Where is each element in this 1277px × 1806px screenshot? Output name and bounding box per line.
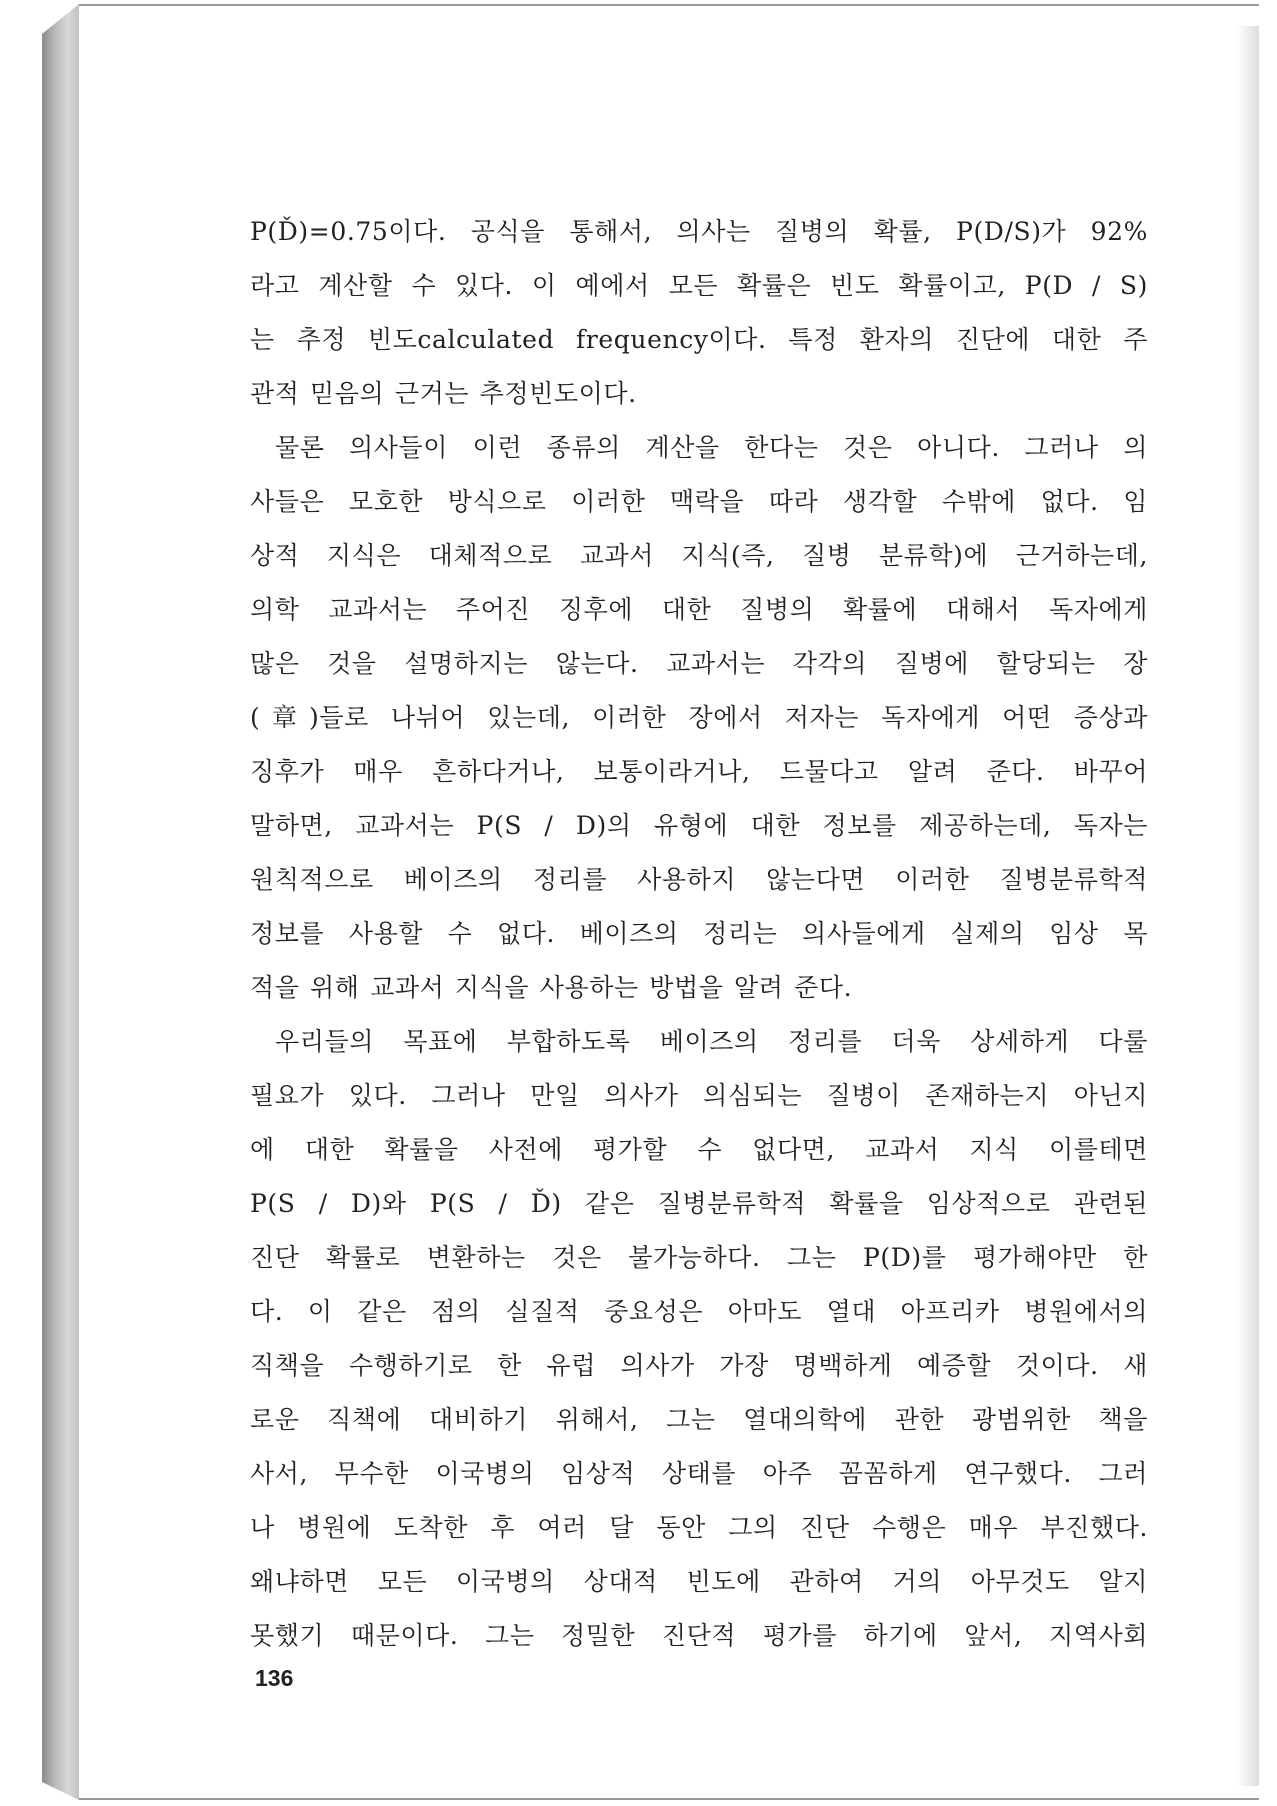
book-spine xyxy=(42,4,79,1800)
text-line: 라고 계산할 수 있다. 이 예에서 모든 확률은 빈도 확률이고, P(D / S) xyxy=(250,271,1148,300)
text-line: 못했기 때문이다. 그는 정밀한 진단적 평가를 하기에 앞서, 지역사회 xyxy=(250,1621,1148,1650)
text-line: 적을 위해 교과서 지식을 사용하는 방법을 알려 준다. xyxy=(250,973,853,1002)
text-line: (章)들로 나뉘어 있는데, 이러한 장에서 저자는 독자에게 어떤 증상과 xyxy=(250,703,1148,732)
text-line: 의학 교과서는 주어진 징후에 대한 질병의 확률에 대해서 독자에게 xyxy=(250,595,1148,624)
text-line: 는 추정 빈도calculated frequency이다. 특정 환자의 진단에 대한 주 xyxy=(250,325,1148,354)
text-line: 진단 확률로 변환하는 것은 불가능하다. 그는 P(D)를 평가해야만 한 xyxy=(250,1243,1148,1272)
text-line: 관적 믿음의 근거는 추정빈도이다. xyxy=(250,379,637,408)
text-line: 정보를 사용할 수 없다. 베이즈의 정리는 의사들에게 실제의 임상 목 xyxy=(250,919,1148,948)
page-number: 136 xyxy=(255,1665,294,1691)
text-line: 상적 지식은 대체적으로 교과서 지식(즉, 질병 분류학)에 근거하는데, xyxy=(250,541,1148,570)
text-line: 물론 의사들이 이런 종류의 계산을 한다는 것은 아니다. 그러나 의 xyxy=(275,433,1148,462)
text-line: 사서, 무수한 이국병의 임상적 상태를 아주 꼼꼼하게 연구했다. 그러 xyxy=(250,1459,1148,1488)
text-line: 다. 이 같은 점의 실질적 중요성은 아마도 열대 아프리카 병원에서의 xyxy=(250,1297,1148,1326)
text-line: 로운 직책에 대비하기 위해서, 그는 열대의학에 관한 광범위한 책을 xyxy=(250,1405,1148,1434)
text-line: P(Ď)=0.75이다. 공식을 통해서, 의사는 질병의 확률, P(D/S)가 92% xyxy=(250,217,1148,246)
text-line: 필요가 있다. 그러나 만일 의사가 의심되는 질병이 존재하는지 아닌지 xyxy=(250,1081,1148,1110)
text-line: 원칙적으로 베이즈의 정리를 사용하지 않는다면 이러한 질병분류학적 xyxy=(250,865,1148,894)
text-line: 말하면, 교과서는 P(S / D)의 유형에 대한 정보를 제공하는데, 독자는 xyxy=(250,811,1148,840)
paragraph-1 xyxy=(250,205,1148,421)
paragraph-3 xyxy=(250,1015,1148,1663)
text-line: 직책을 수행하기로 한 유럽 의사가 가장 명백하게 예증할 것이다. 새 xyxy=(250,1351,1148,1380)
text-line: 우리들의 목표에 부합하도록 베이즈의 정리를 더욱 상세하게 다룰 xyxy=(275,1027,1148,1056)
text-line: 나 병원에 도착한 후 여러 달 동안 그의 진단 수행은 매우 부진했다. xyxy=(250,1513,1148,1542)
text-line: 왜냐하면 모든 이국병의 상대적 빈도에 관하여 거의 아무것도 알지 xyxy=(250,1567,1148,1596)
page-edge-shadow xyxy=(1237,26,1259,1786)
text-line: P(S / D)와 P(S / Ď) 같은 질병분류학적 확률을 임상적으로 관련된 xyxy=(250,1189,1148,1218)
text-line: 사들은 모호한 방식으로 이러한 맥락을 따라 생각할 수밖에 없다. 임 xyxy=(250,487,1148,516)
text-line: 징후가 매우 흔하다거나, 보통이라거나, 드물다고 알려 준다. 바꾸어 xyxy=(250,757,1148,786)
paragraph-2 xyxy=(250,421,1148,1015)
text-line: 에 대한 확률을 사전에 평가할 수 없다면, 교과서 지식 이를테면 xyxy=(250,1135,1148,1164)
text-line: 많은 것을 설명하지는 않는다. 교과서는 각각의 질병에 할당되는 장 xyxy=(250,649,1148,678)
body-text xyxy=(250,205,1148,1663)
